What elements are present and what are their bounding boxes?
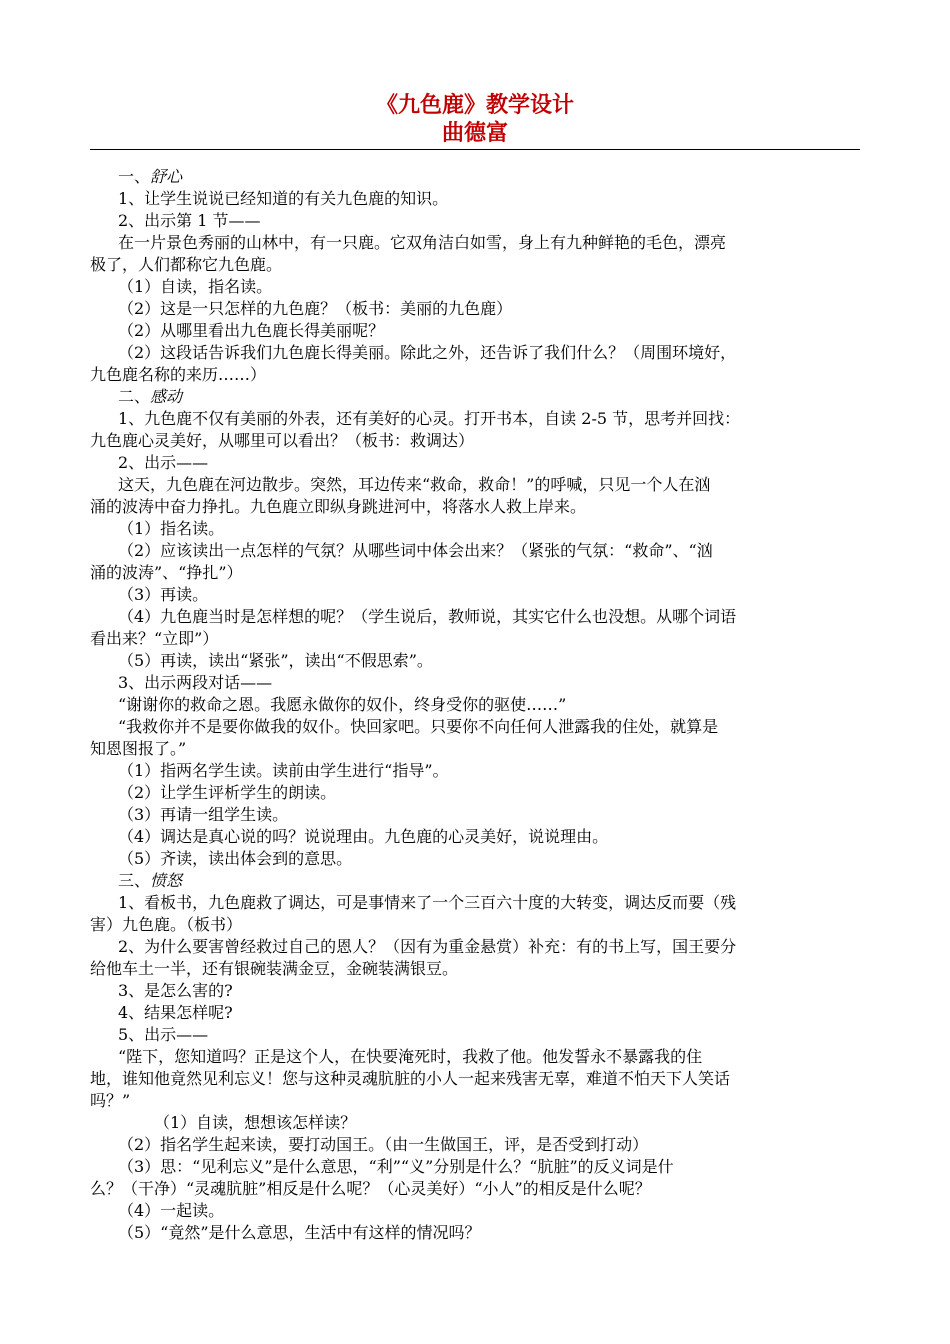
body-line: 害）九色鹿。（板书） [90,915,243,934]
body-line: （3）思：“见利忘义”是什么意思，“利”“义”分别是什么？“肮脏”的反义词是什 [118,1157,674,1176]
body-line: “谢谢你的救命之恩。我愿永做你的奴仆，终身受你的驱使……” [118,695,567,714]
body-line: （5）“竟然”是什么意思，生活中有这样的情况吗？ [118,1223,481,1242]
body-line: （2）这段话告诉我们九色鹿长得美丽。除此之外，还告诉了我们什么？（周围环境好， [118,343,737,362]
body-line: （4）九色鹿当时是怎样想的呢？（学生说后，教师说，其实它什么也没想。从哪个词语 [118,607,737,626]
body-line: 九色鹿名称的来历……） [90,365,267,384]
section-heading: 三、愤怒 [118,871,183,890]
title-divider [90,149,860,150]
body-line: 地，谁知他竟然见利忘义！您与这种灵魂肮脏的小人一起来残害无辜，难道不怕天下人笑话 [90,1069,731,1088]
body-line: 2、为什么要害曾经救过自己的恩人？（因有为重金悬赏）补充：有的书上写，国王要分 [118,937,737,956]
body-line: 1、让学生说说已经知道的有关九色鹿的知识。 [118,189,449,208]
body-line: 极了，人们都称它九色鹿。 [90,255,283,274]
body-line: （1）指名读。 [118,519,225,538]
body-line: （3）再读。 [118,585,209,604]
body-line: （2）这是一只怎样的九色鹿？（板书：美丽的九色鹿） [118,299,513,318]
body-line: 在一片景色秀丽的山林中，有一只鹿。它双角洁白如雪，身上有九种鲜艳的毛色，漂亮 [118,233,727,252]
body-line: 5、出示—— [118,1025,209,1044]
body-line: （2）从哪里看出九色鹿长得美丽呢？ [118,321,385,340]
body-line: 这天，九色鹿在河边散步。突然，耳边传来“救命，救命！”的呼喊，只见一个人在汹 [118,475,711,494]
body-line: （3）再请一组学生读。 [118,805,289,824]
document-title: 《九色鹿》教学设计 [375,93,574,118]
body-line: （2）让学生评析学生的朗读。 [118,783,337,802]
body-line: 2、出示第 1 节—— [118,211,261,230]
title-block [90,92,860,148]
body-line: 知恩图报了。” [90,739,187,758]
body-line: “陛下，您知道吗？正是这个人，在快要淹死时，我救了他。他发誓永不暴露我的住 [118,1047,703,1066]
body-line: （4）一起读。 [118,1201,225,1220]
body-line: 4、结果怎样呢? [118,1003,233,1022]
section-heading: 二、感动 [118,387,183,406]
body-line: 看出来？“立即”） [90,629,219,648]
body-line: 3、是怎么害的? [118,981,233,1000]
body-line: 么？（干净）“灵魂肮脏”相反是什么呢？（心灵美好）“小人”的相反是什么呢？ [90,1179,651,1198]
body-line: 3、出示两段对话—— [118,673,273,692]
body-line: 1、九色鹿不仅有美丽的外表，还有美好的心灵。打开书本，自读 2-5 节，思考并回找： [118,409,741,428]
document-author: 曲德富 [441,121,508,146]
body-line: （5）再读，读出“紧张”，读出“不假思索”。 [118,651,433,670]
body-line: 吗？” [90,1091,131,1110]
body-line: （5）齐读，读出体会到的意思。 [118,849,353,868]
body-line: 九色鹿心灵美好，从哪里可以看出？（板书：救调达） [90,431,475,450]
body-line: （2）指名学生起来读，要打动国王。（由一生做国王，评，是否受到打动） [118,1135,649,1154]
body-line: “我救你并不是要你做我的奴仆。快回家吧。只要你不向任何人泄露我的住处，就算是 [118,717,719,736]
body-line: （4）调达是真心说的吗？说说理由。九色鹿的心灵美好，说说理由。 [118,827,609,846]
document-body [90,166,860,1244]
body-line: （1）自读，指名读。 [118,277,273,296]
body-line: 1、看板书，九色鹿救了调达，可是事情来了一个三百六十度的大转变，调达反而要（残 [118,893,737,912]
body-line: 涌的波涛中奋力挣扎。九色鹿立即纵身跳进河中，将落水人救上岸来。 [90,497,587,516]
body-line: （2）应该读出一点怎样的气氛？从哪些词中体会出来？（紧张的气氛：“救命”、“汹 [118,541,713,560]
body-line: （1）自读，想想该怎样读？ [154,1113,357,1132]
section-heading: 一、舒心 [118,167,183,186]
body-line: 2、出示—— [118,453,209,472]
body-line: 涌的波涛”、“挣扎”） [90,563,243,582]
body-line: （1）指两名学生读。读前由学生进行“指导”。 [118,761,449,780]
body-line: 给他车土一半，还有银碗装满金豆，金碗装满银豆。 [90,959,459,978]
